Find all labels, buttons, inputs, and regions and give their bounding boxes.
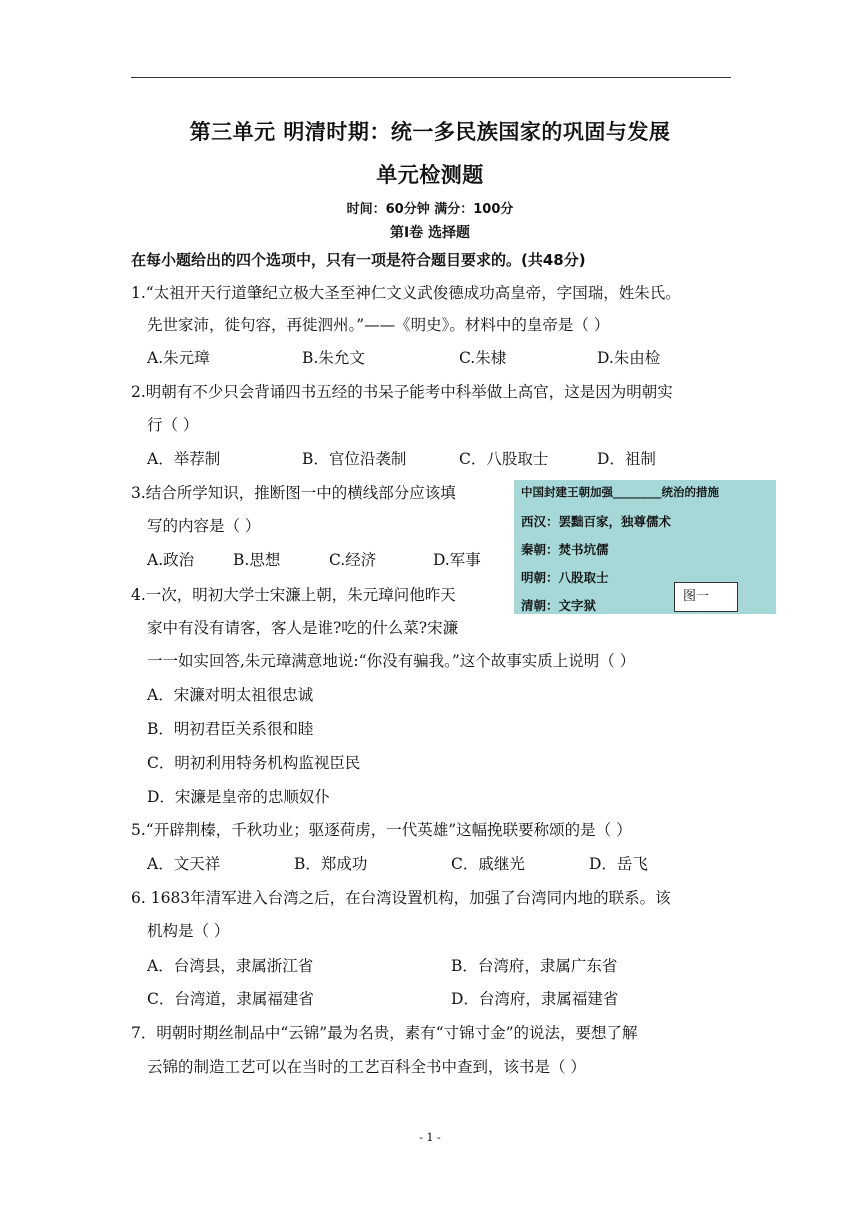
instruction-text: 在每小题给出的四个选项中，只有一项是符合题目要求的。(共48分) <box>131 251 586 269</box>
figure-row-qing: 清朝：文字狱 <box>521 598 597 613</box>
q3-option-d: D.军事 <box>433 551 481 569</box>
q1-stem-line2: 先世家沛，徙句容，再徙泗州。”——《明史》。材料中的皇帝是（ ） <box>147 316 610 334</box>
q5-stem-line1: 5.“开辟荆榛，千秋功业；驱逐荷虏，一代英雄”这幅挽联要称颂的是（ ） <box>131 821 632 839</box>
q7-stem-line1: 7．明朝时期丝制品中“云锦”最为名贵，素有“寸锦寸金”的说法，要想了解 <box>131 1024 638 1042</box>
q4-option-d: D．宋濂是皇帝的忠顺奴仆 <box>147 788 330 806</box>
figure-row-ming: 明朝：八股取士 <box>521 570 609 585</box>
time-score-info: 时间：60分钟 满分：100分 <box>346 202 514 217</box>
q5-option-b: B．郑成功 <box>294 855 368 873</box>
q4-stem-line2: 家中有没有请客，客人是谁?吃的什么菜?宋濂 <box>147 619 459 637</box>
q4-option-b: B．明初君臣关系很和睦 <box>147 720 314 738</box>
q3-stem-line2: 写的内容是（ ） <box>147 517 261 535</box>
q3-option-a: A.政治 <box>147 551 195 569</box>
q1-option-a: A.朱元璋 <box>147 349 210 367</box>
top-rule <box>131 77 731 78</box>
q4-option-c: C．明初利用特务机构监视臣民 <box>147 754 361 772</box>
section-heading: 第Ⅰ卷 选择题 <box>389 225 471 241</box>
q4-stem-line3: 一一如实回答,朱元璋满意地说:“你没有骗我。”这个故事实质上说明（ ） <box>147 652 636 670</box>
q5-option-a: A．文天祥 <box>147 855 221 873</box>
q5-option-c: C．戚继光 <box>451 855 525 873</box>
figure-label: 图一 <box>674 582 738 612</box>
q3-stem-line1: 3.结合所学知识，推断图一中的横线部分应该填 <box>131 484 456 502</box>
figure-row-qin: 秦朝：焚书坑儒 <box>521 542 609 557</box>
q1-stem-line1: 1.“太祖开天行道肇纪立极大圣至神仁文义武俊德成功高皇帝，字国瑞，姓朱氏。 <box>131 284 681 302</box>
q6-stem-line2: 机构是（ ） <box>147 922 230 940</box>
q6-option-a: A．台湾县，隶属浙江省 <box>147 957 314 975</box>
q1-option-c: C.朱棣 <box>459 349 507 367</box>
figure-row-xihan: 西汉：罢黜百家，独尊儒术 <box>521 514 672 529</box>
q6-option-b: B．台湾府，隶属广东省 <box>451 957 618 975</box>
q3-option-c: C.经济 <box>329 551 377 569</box>
q6-option-d: D．台湾府，隶属福建省 <box>451 990 619 1008</box>
page-subtitle: 单元检测题 <box>376 163 484 187</box>
q1-option-b: B.朱允文 <box>302 349 365 367</box>
q3-option-b: B.思想 <box>233 551 281 569</box>
page-title: 第三单元 明清时期：统一多民族国家的巩固与发展 <box>189 120 671 144</box>
page-number: - 1 - <box>419 1131 441 1144</box>
q5-option-d: D．岳飞 <box>589 855 648 873</box>
q6-option-c: C．台湾道，隶属福建省 <box>147 990 314 1008</box>
q2-stem-line1: 2.明朝有不少只会背诵四书五经的书呆子能考中科举做上高官，这是因为明朝实 <box>131 383 673 401</box>
q2-option-d: D．祖制 <box>597 450 656 468</box>
q2-option-b: B．官位沿袭制 <box>302 450 407 468</box>
q4-option-a: A．宋濂对明太祖很忠诚 <box>147 686 314 704</box>
q2-stem-line2: 行（ ） <box>147 416 199 434</box>
q4-stem-line1: 4.一次，明初大学士宋濂上朝，朱元璋问他昨天 <box>131 586 456 604</box>
q7-stem-line2: 云锦的制造工艺可以在当时的工艺百科全书中查到，该书是（ ） <box>147 1058 586 1076</box>
q6-stem-line1: 6. 1683年清军进入台湾之后，在台湾设置机构，加强了台湾同内地的联系。该 <box>131 889 671 907</box>
q2-option-a: A．举荐制 <box>147 450 221 468</box>
q1-option-d: D.朱由检 <box>597 349 661 367</box>
figure-heading: 中国封建王朝加强_______统治的措施 <box>521 485 719 499</box>
figure-one-box <box>514 480 776 614</box>
q2-option-c: C．八股取士 <box>459 450 549 468</box>
